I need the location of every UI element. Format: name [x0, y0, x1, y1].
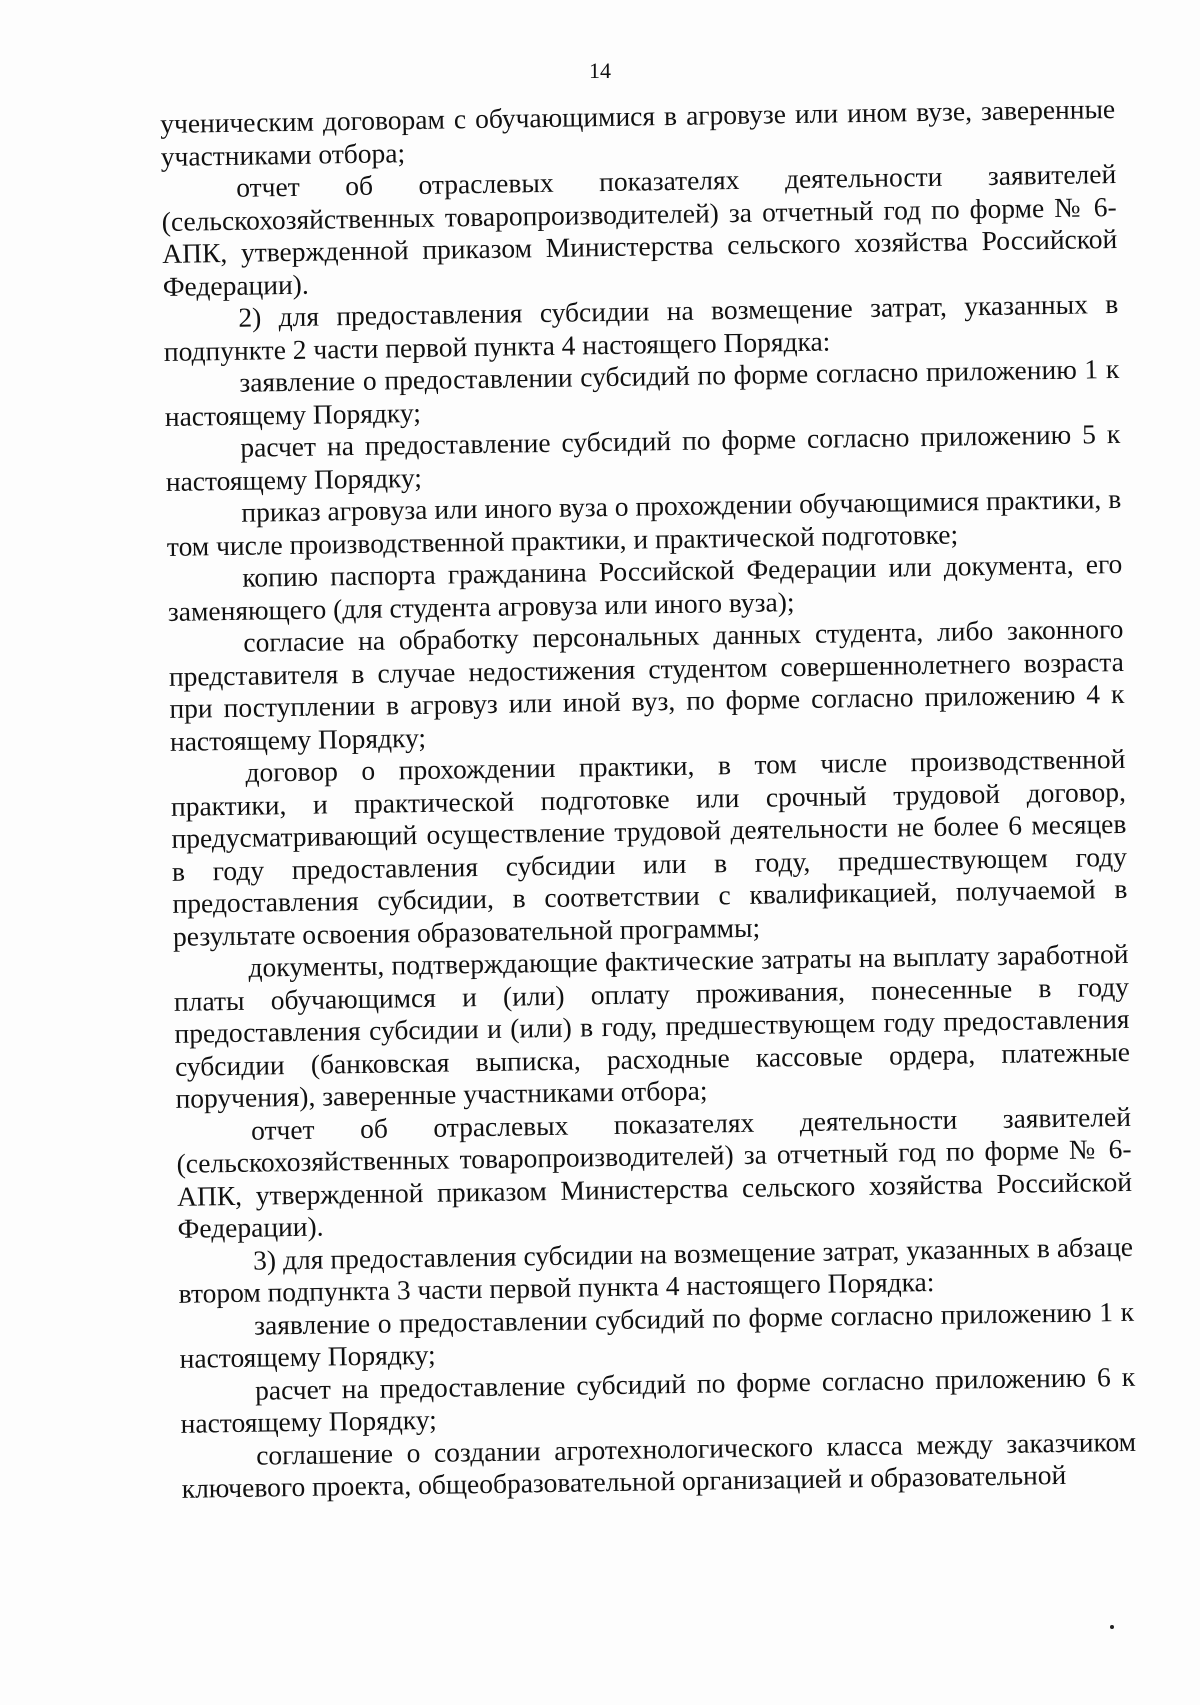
paragraph: соглашение о создании агротехнологического класса между заказчиком ключевого проекта, общеобразовательной организацией и образовательной: [181, 1425, 1137, 1504]
page-number: 14: [589, 58, 611, 83]
paragraph: согласие на обработку персональных данных студента, либо законного представителя в случае недостижения студентом совершеннолетнего возраста при поступлении в агровуз или иной вуз, по форме согласно приложению 4 к настоящему Порядку;: [168, 612, 1125, 757]
paragraph: расчет на предоставление субсидий по форме согласно приложению 5 к настоящему Порядку;: [165, 417, 1121, 497]
paragraph: приказ агровуза или иного вуза о прохождении обучающимися практики, в том числе производственной практики, и практической подготовке;: [166, 482, 1122, 562]
paragraph: ученическим договорам с обучающимися в агровузе или ином вузе, заверенные участниками отбора;: [160, 92, 1116, 172]
paragraph: расчет на предоставление субсидий по форме согласно приложению 6 к настоящему Порядку;: [180, 1360, 1136, 1439]
paragraph: заявление о предоставлении субсидий по форме согласно приложению 1 к настоящему Порядку;: [164, 352, 1120, 432]
scan-speck: [1110, 1625, 1114, 1629]
paragraph: 2) для предоставления субсидии на возмещение затрат, указанных в подпункте 2 части первой пункта 4 настоящего Порядка:: [163, 287, 1119, 367]
paragraph: договор о прохождении практики, в том числе производственной практики, и практической подготовке или срочный трудовой договор, предусматривающий осуществление трудовой деятельности не более 6 месяцев в году предоставления субсидии или в году, предшествующем году предоставления субсидии, в соответствии с квалификацией, получаемой в результате освоения образовательной программы;: [170, 742, 1128, 952]
paragraph: отчет об отраслевых показателях деятельности заявителей (сельскохозяйственных товаропроизводителей) за отчетный год по форме № 6-АПК, утвержденной приказом Министерства сельского хозяйства Российской Федерации).: [161, 157, 1118, 302]
paragraph: отчет об отраслевых показателях деятельности заявителей (сельскохозяйственных товаропроизводителей) за отчетный год по форме № 6-АПК, утвержденной приказом Министерства сельского хозяйства Российской Федерации).: [176, 1100, 1133, 1244]
paragraph: копию паспорта гражданина Российской Федерации или документа, его заменяющего (для студента агровуза или иного вуза);: [167, 547, 1123, 627]
paragraph: 3) для предоставления субсидии на возмещение затрат, указанных в абзаце втором подпункта 3 части первой пункта 4 настоящего Порядка:: [178, 1230, 1134, 1309]
document-body: [160, 93, 1137, 1505]
paragraph: документы, подтверждающие фактические затраты на выплату заработной платы обучающимся и (или) оплату проживания, понесенные в году предоставления субсидии и (или) в году, предшествующем году предоставления субсидии (банковская выписка, расходные кассовые ордера, платежные поручения), заверенные участниками отбора;: [173, 937, 1131, 1114]
paragraph: заявление о предоставлении субсидий по форме согласно приложению 1 к настоящему Порядку;: [179, 1295, 1135, 1374]
